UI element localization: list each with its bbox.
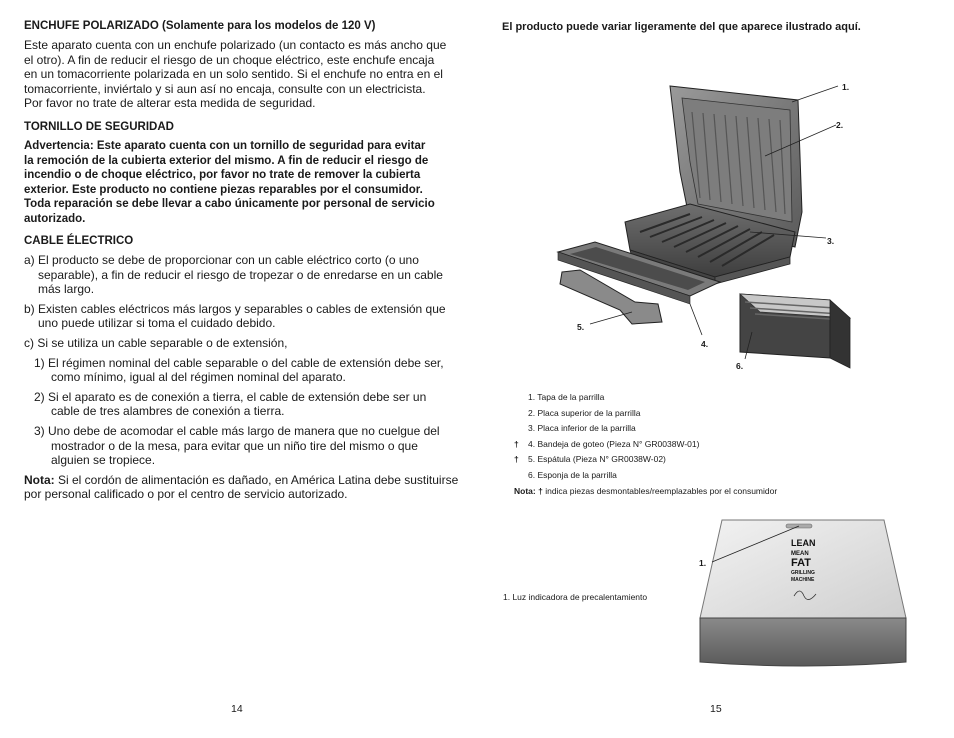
grill-exploded-illustration	[540, 72, 870, 382]
lid-logo-line: MEAN	[791, 551, 809, 557]
top-callout-1: 1.	[699, 558, 707, 568]
callout-2: 2.	[836, 120, 844, 130]
parts-list-item: † 4. Bandeja de goteo (Pieza N° GR0038W-01)	[514, 438, 700, 449]
cable-subitem-3: 3) Uno debe de acomodar el cable más largo de manera que no cuelgue del mostrador o de la mesa, para evitar que un niño tire del mismo o que alguien se tropiece.	[34, 423, 440, 468]
callout-4: 4.	[701, 339, 709, 349]
enchufe-paragraph	[24, 38, 464, 111]
parts-list-item: 1. Tapa de la parrilla	[528, 392, 605, 402]
parts-note: Nota: † indica piezas desmontables/reemplazables por el consumidor	[514, 485, 778, 496]
lid-logo-line: LEAN	[791, 538, 816, 548]
callout-3: 3.	[827, 236, 835, 246]
lid-logo-line: GRILLING	[791, 570, 815, 576]
text-line: incendio o de choque eléctrico, por favor no trate de remover la cubierta	[24, 169, 421, 182]
page-number-left: 14	[231, 703, 243, 715]
parts-list-item: 6. Esponja de la parrilla	[528, 469, 617, 480]
nota-paragraph: Nota: Si el cordón de alimentación es dañado, en América Latina debe sustituirse por personal calificado o por el centro de servicio autorizado.	[24, 472, 459, 502]
callout-5: 5.	[577, 322, 585, 332]
enchufe-heading: ENCHUFE POLARIZADO (Solamente para los modelos de 120 V)	[24, 20, 376, 32]
text-line: Advertencia: Este aparato cuenta con un tornillo de seguridad para evitar	[24, 140, 426, 152]
cable-subitem-1: 1) El régimen nominal del cable separable o del cable de extensión debe ser, como mínimo, igual al del régimen nominal del aparato.	[34, 355, 444, 385]
cable-item-a: a) El producto se debe de proporcionar con un cable eléctrico corto (o uno separable), a fin de reducir el riesgo de tropezar o de enredarse en un cable más largo.	[24, 253, 443, 297]
callout-6: 6.	[736, 361, 744, 371]
parts-list	[514, 390, 777, 499]
callout-1: 1.	[842, 82, 850, 92]
parts-list-item: 3. Placa inferior de la parrilla	[528, 423, 636, 434]
cable-heading: CABLE ÉLECTRICO	[24, 235, 134, 247]
cable-list	[24, 253, 464, 502]
page-number-right: 15	[710, 703, 722, 715]
tornillo-heading: TORNILLO DE SEGURIDAD	[24, 121, 174, 133]
lid-logo-line: MACHINE	[791, 577, 815, 583]
tornillo-paragraph	[24, 139, 464, 227]
text-line: tomacorriente, inviértalo y si aun así no encaja, consulte con un electricista.	[24, 81, 426, 96]
text-line: en un tomacorriente polarizada en un solo sentido. Si el enchufe no entra en el	[24, 67, 443, 82]
text-line: Toda reparación se debe llevar a cabo únicamente por personal de servicio	[24, 198, 435, 211]
parts-list-item: † 5. Espátula (Pieza N° GR0038W-02)	[514, 454, 666, 465]
text-line: autorizado.	[24, 212, 86, 225]
grill-top-view-illustration	[694, 518, 912, 668]
grill-sponge	[740, 294, 850, 368]
text-line: la remoción de la cubierta exterior del mismo. A fin de reducir el riesgo de	[24, 154, 429, 167]
cable-item-b: b) Existen cables eléctricos más largos y separables o cables de extensión que uno puede utilizar si toma el cuidado debido.	[24, 301, 446, 331]
text-line: el otro). A fin de reducir el riesgo de un choque eléctrico, este enchufe encaja	[24, 52, 435, 67]
lid-logo-line: FAT	[791, 557, 811, 569]
cable-subitem-2: 2) Si el aparato es de conexión a tierra, el cable de extensión debe ser un cable de tres alambres de conexión a tierra.	[34, 389, 427, 419]
text-line: Este aparato cuenta con un enchufe polarizado (un contacto es más ancho que	[24, 38, 447, 52]
top-view-legend: 1. Luz indicadora de precalentamiento	[503, 592, 648, 602]
text-line: exterior. Este producto no contiene piezas reparables por el consumidor.	[24, 183, 423, 196]
parts-list-item: 2. Placa superior de la parrilla	[528, 407, 641, 418]
nota-label: Nota:	[24, 472, 55, 487]
cable-item-c: c) Si se utiliza un cable separable o de extensión,	[24, 335, 288, 350]
text-line: Por favor no trate de alterar esta medida de seguridad.	[24, 96, 316, 111]
right-header: El producto puede variar ligeramente del que aparece ilustrado aquí.	[502, 21, 861, 33]
